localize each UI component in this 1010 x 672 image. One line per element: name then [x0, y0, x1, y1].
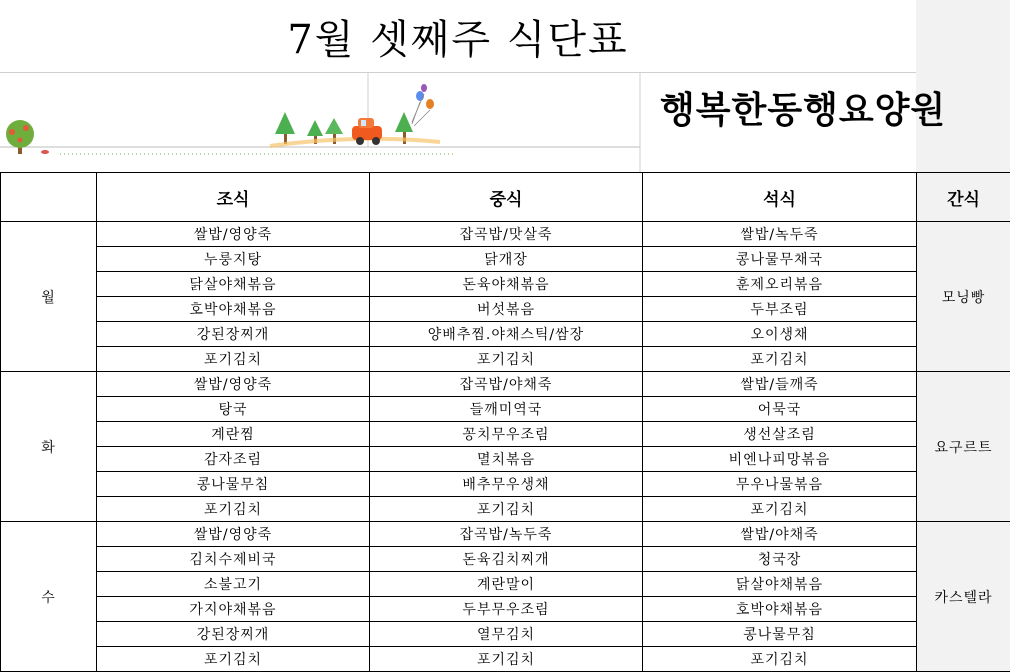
lunch-cell: 배추무우생채	[370, 472, 643, 497]
table-row	[1, 247, 1010, 272]
dinner-cell: 콩나물무침	[643, 622, 917, 647]
table-row	[1, 522, 1010, 547]
lunch-cell: 계란말이	[370, 572, 643, 597]
table-row	[1, 222, 1010, 247]
lunch-cell: 돈육야채볶음	[370, 272, 643, 297]
snack-cell: 모닝빵	[917, 222, 1010, 372]
table-row	[1, 447, 1010, 472]
lunch-cell: 잡곡밥/야채죽	[370, 372, 643, 397]
breakfast-cell: 콩나물무침	[97, 472, 370, 497]
table-row	[1, 297, 1010, 322]
snack-cell: 요구르트	[917, 372, 1010, 522]
menu-table	[0, 172, 1010, 672]
lunch-cell: 멸치볶음	[370, 447, 643, 472]
table-row	[1, 622, 1010, 647]
lunch-cell: 두부무우조림	[370, 597, 643, 622]
dinner-cell: 포기김치	[643, 347, 917, 372]
dinner-cell: 무우나물볶음	[643, 472, 917, 497]
lunch-cell: 잡곡밥/녹두죽	[370, 522, 643, 547]
lunch-cell: 열무김치	[370, 622, 643, 647]
table-row	[1, 372, 1010, 397]
dinner-cell: 오이생채	[643, 322, 917, 347]
breakfast-cell: 포기김치	[97, 647, 370, 672]
breakfast-cell: 계란찜	[97, 422, 370, 447]
lunch-cell: 버섯볶음	[370, 297, 643, 322]
breakfast-cell: 강된장찌개	[97, 622, 370, 647]
header-lunch: 중식	[370, 173, 643, 222]
dinner-cell: 쌀밥/들깨죽	[643, 372, 917, 397]
table-row	[1, 322, 1010, 347]
breakfast-cell: 강된장찌개	[97, 322, 370, 347]
car-icon	[352, 118, 382, 145]
table-row	[1, 547, 1010, 572]
day-cell: 월	[1, 222, 97, 372]
breakfast-cell: 감자조림	[97, 447, 370, 472]
lunch-cell: 꽁치무우조림	[370, 422, 643, 447]
dinner-cell: 어묵국	[643, 397, 917, 422]
table-row	[1, 647, 1010, 672]
table-row	[1, 497, 1010, 522]
breakfast-cell: 닭살야채볶음	[97, 272, 370, 297]
dinner-cell: 호박야채볶음	[643, 597, 917, 622]
dinner-cell: 비엔나피망볶음	[643, 447, 917, 472]
dinner-cell: 쌀밥/야채죽	[643, 522, 917, 547]
breakfast-cell: 누룽지탕	[97, 247, 370, 272]
lunch-cell: 돈육김치찌개	[370, 547, 643, 572]
day-cell: 수	[1, 522, 97, 672]
table-row	[1, 422, 1010, 447]
table-row	[1, 272, 1010, 297]
dinner-cell: 생선살조림	[643, 422, 917, 447]
breakfast-cell: 가지야채볶음	[97, 597, 370, 622]
breakfast-cell: 김치수제비국	[97, 547, 370, 572]
lunch-cell: 포기김치	[370, 347, 643, 372]
breakfast-cell: 소불고기	[97, 572, 370, 597]
breakfast-cell: 쌀밥/영양죽	[97, 522, 370, 547]
breakfast-cell: 쌀밥/영양죽	[97, 222, 370, 247]
header-dinner: 석식	[643, 173, 917, 222]
header-row	[1, 173, 1010, 222]
breakfast-cell: 포기김치	[97, 497, 370, 522]
header-snack: 간식	[917, 173, 1010, 222]
tree-icon	[6, 120, 34, 154]
breakfast-cell: 호박야채볶음	[97, 297, 370, 322]
breakfast-cell: 포기김치	[97, 347, 370, 372]
dinner-cell: 콩나물무채국	[643, 247, 917, 272]
lunch-cell: 닭개장	[370, 247, 643, 272]
header-breakfast: 조식	[97, 173, 370, 222]
dinner-cell: 포기김치	[643, 647, 917, 672]
lunch-cell: 포기김치	[370, 647, 643, 672]
table-row	[1, 472, 1010, 497]
table-row	[1, 572, 1010, 597]
lunch-cell: 들깨미역국	[370, 397, 643, 422]
dinner-cell: 청국장	[643, 547, 917, 572]
lunch-cell: 잡곡밥/맛살죽	[370, 222, 643, 247]
lunch-cell: 양배추찜.야채스틱/쌈장	[370, 322, 643, 347]
tree-icon	[275, 112, 295, 144]
snack-cell: 카스텔라	[917, 522, 1010, 672]
breakfast-cell: 탕국	[97, 397, 370, 422]
organization-name: 행복한동행요양원	[660, 90, 947, 131]
page-title: 7월 셋째주 식단표	[0, 0, 916, 73]
day-cell: 화	[1, 372, 97, 522]
breakfast-cell: 쌀밥/영양죽	[97, 372, 370, 397]
table-row	[1, 347, 1010, 372]
header-day	[1, 173, 97, 222]
lunch-cell: 포기김치	[370, 497, 643, 522]
balloon-icon	[412, 84, 434, 126]
dinner-cell: 쌀밥/녹두죽	[643, 222, 917, 247]
table-row	[1, 597, 1010, 622]
table-row	[1, 397, 1010, 422]
dinner-cell: 포기김치	[643, 497, 917, 522]
dinner-cell: 훈제오리볶음	[643, 272, 917, 297]
dinner-cell: 두부조림	[643, 297, 917, 322]
dinner-cell: 닭살야채볶음	[643, 572, 917, 597]
